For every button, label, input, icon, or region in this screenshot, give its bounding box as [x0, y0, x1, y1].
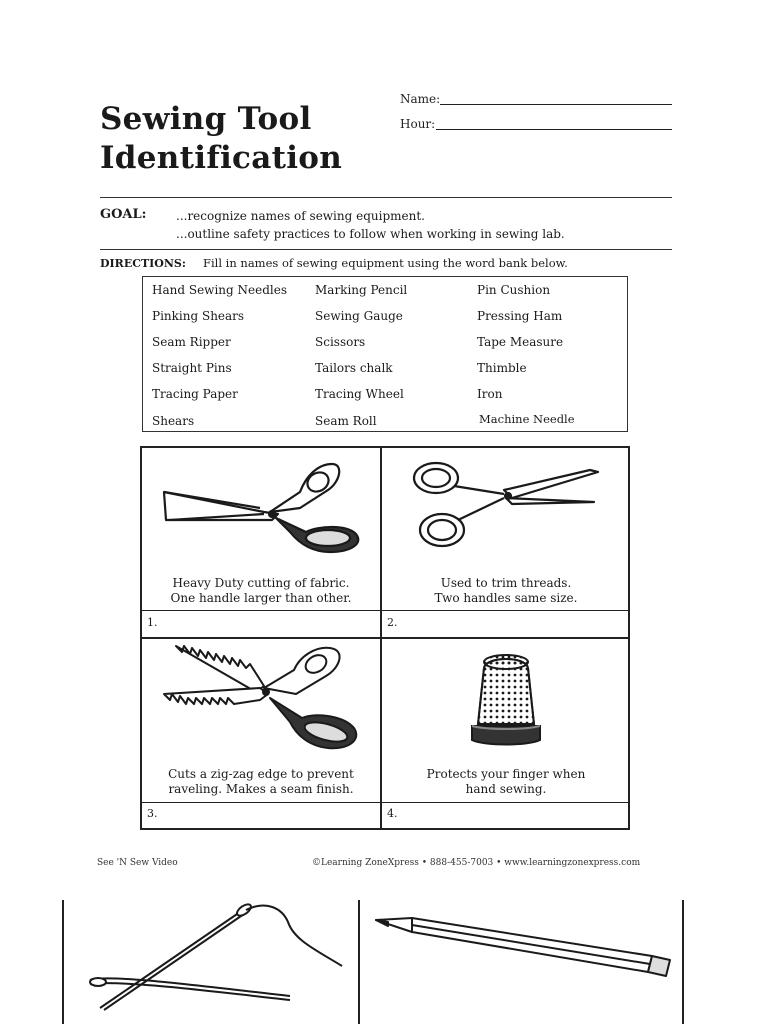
caption-line: Two handles same size. [434, 591, 578, 605]
title-line-2: Identification [100, 140, 343, 176]
directions-label: DIRECTIONS: [100, 257, 186, 270]
grid-divider [140, 610, 630, 611]
page-title [100, 100, 342, 178]
grid-divider [682, 900, 684, 1024]
caption-line: hand sewing. [465, 782, 547, 796]
answer-number: 4. [387, 807, 398, 820]
caption-line: Heavy Duty cutting of fabric. [172, 576, 350, 590]
divider [100, 249, 672, 250]
pencil-icon [372, 910, 676, 980]
answer-field[interactable] [160, 820, 370, 821]
word-bank-item: Seam Ripper [152, 335, 231, 349]
tool-caption [142, 767, 380, 797]
word-bank-item: Tape Measure [477, 335, 564, 349]
word-bank-item: Scissors [315, 335, 366, 349]
word-bank-item: Shears [152, 414, 195, 428]
word-bank-item: Iron [477, 387, 503, 401]
goal-line: ...recognize names of sewing equipment. [176, 209, 425, 223]
name-label: Name: [400, 92, 441, 106]
goal-line: ...outline safety practices to follow when working in sewing lab. [176, 227, 565, 241]
word-bank-item: Sewing Gauge [315, 309, 403, 323]
word-bank-item: Tracing Wheel [315, 387, 404, 401]
footer-left: See 'N Sew Video [97, 858, 178, 868]
shears-icon [160, 456, 366, 556]
grid-divider [140, 802, 630, 803]
word-bank-item: Machine Needle [479, 412, 575, 426]
grid-divider [140, 637, 630, 639]
word-bank-item: Straight Pins [152, 361, 232, 375]
caption-line: Protects your finger when [426, 767, 586, 781]
word-bank [142, 276, 628, 432]
word-bank-item: Pin Cushion [477, 283, 551, 297]
tool-caption [142, 576, 380, 606]
answer-number: 1. [147, 616, 158, 629]
hour-field[interactable] [436, 129, 672, 130]
word-bank-item: Tailors chalk [315, 361, 393, 375]
name-field[interactable] [440, 104, 672, 105]
answer-field[interactable] [400, 820, 620, 821]
needle-icon [80, 900, 350, 1024]
scissors-icon [408, 458, 604, 552]
answer-field[interactable] [160, 628, 370, 629]
word-bank-item: Pinking Shears [152, 309, 245, 323]
caption-line: One handle larger than other. [170, 591, 352, 605]
answer-number: 3. [147, 807, 158, 820]
tool-caption [382, 576, 630, 606]
word-bank-item: Thimble [477, 361, 527, 375]
caption-line: Cuts a zig-zag edge to prevent [168, 767, 354, 781]
word-bank-item: Seam Roll [315, 414, 377, 428]
tool-caption [382, 767, 630, 797]
answer-number: 2. [387, 616, 398, 629]
goal-label: GOAL: [100, 207, 147, 222]
divider [100, 197, 672, 198]
word-bank-item: Tracing Paper [152, 387, 238, 401]
directions-text: Fill in names of sewing equipment using the word bank below. [203, 256, 568, 270]
goal-text [176, 207, 565, 243]
footer-right: ©Learning ZoneXpress • 888-455-7003 • www.learningzonexpress.com [312, 858, 641, 868]
grid-divider [62, 900, 64, 1024]
caption-line: Used to trim threads. [440, 576, 572, 590]
word-bank-item: Marking Pencil [315, 283, 408, 297]
caption-line: raveling. Makes a seam finish. [168, 782, 354, 796]
title-line-1: Sewing Tool [100, 101, 312, 137]
word-bank-item: Pressing Ham [477, 309, 563, 323]
thimble-icon [458, 648, 554, 748]
pinking-shears-icon [160, 642, 366, 762]
grid-divider [358, 900, 360, 1024]
answer-field[interactable] [400, 628, 620, 629]
hour-label: Hour: [400, 117, 436, 131]
word-bank-item: Hand Sewing Needles [152, 283, 287, 297]
